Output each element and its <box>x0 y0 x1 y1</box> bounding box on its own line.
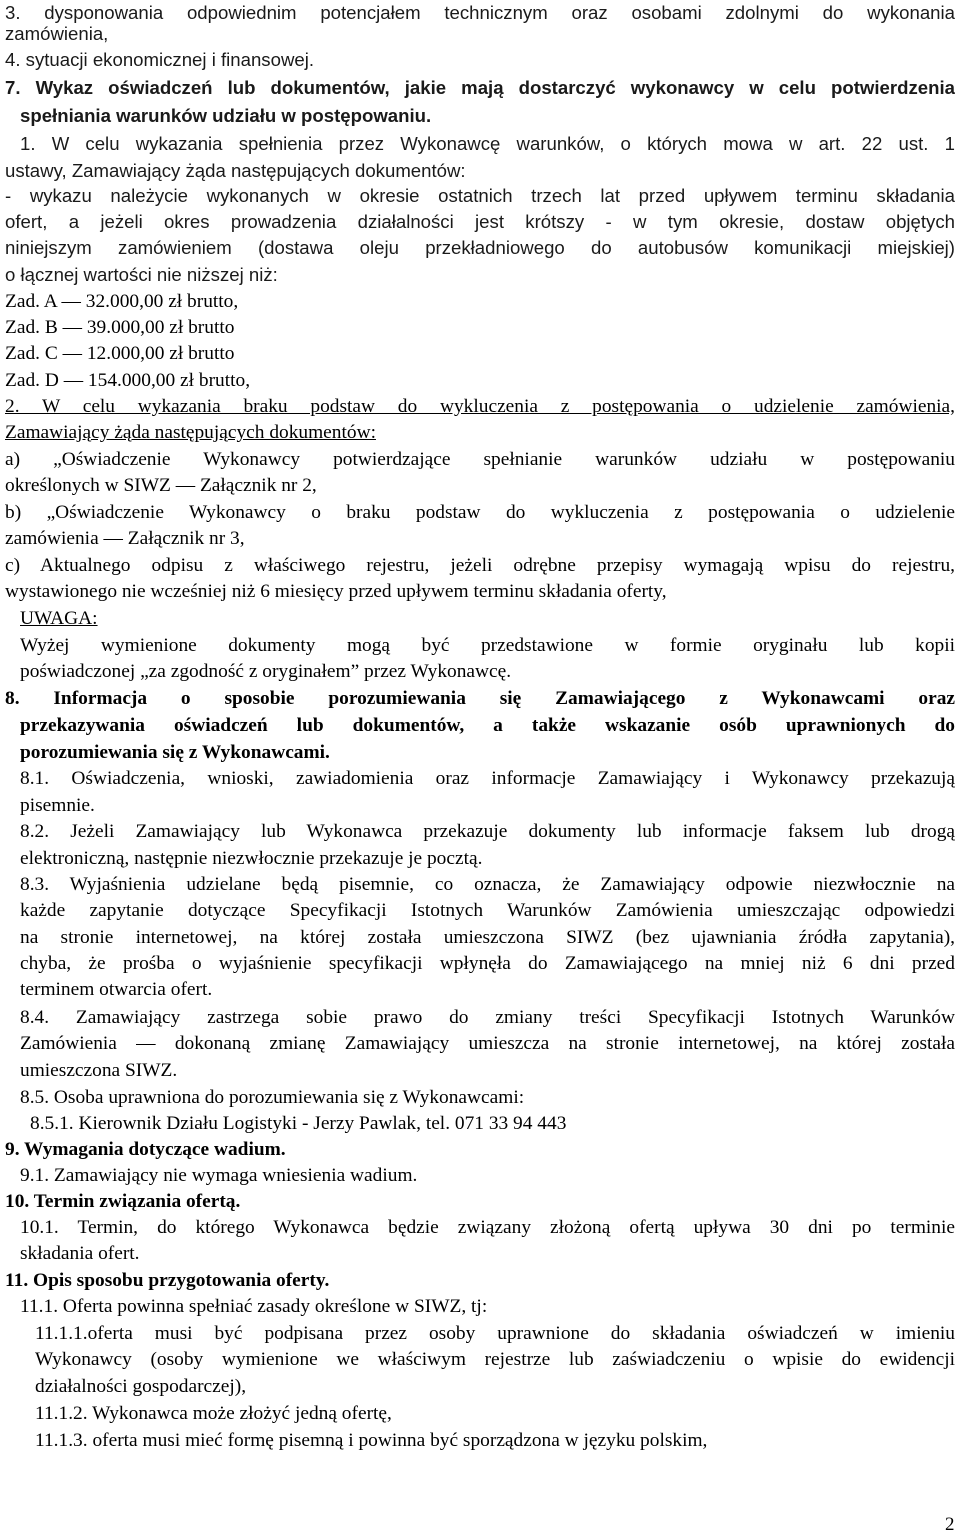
text-line: Wyżej wymienione dokumenty mogą być przedstawione w formie oryginału lub kopii <box>20 635 955 656</box>
text-line: a) „Oświadczenie Wykonawcy potwierdzające spełnianie warunków udziału w postępowaniu <box>5 449 955 470</box>
text-line: 3. dysponowania odpowiednim potencjałem technicznym oraz osobami zdolnymi do wykonania <box>5 2 955 23</box>
text-line: 8.5.1. Kierownik Działu Logistyki - Jerzy Pawlak, tel. 071 33 94 443 <box>30 1113 567 1134</box>
text-line: terminem otwarcia ofert. <box>20 979 213 1000</box>
text-line: porozumiewania się z Wykonawcami. <box>20 742 330 763</box>
text-line: 11.1. Oferta powinna spełniać zasady określone w SIWZ, tj: <box>20 1296 488 1317</box>
text-line: działalności gospodarczej), <box>35 1376 247 1397</box>
text-line: wystawionego nie wcześniej niż 6 miesięcy przed upływem terminu składania oferty, <box>5 581 667 602</box>
text-line: Zad. C — 12.000,00 zł brutto <box>5 343 235 364</box>
text-line: 9. Wymagania dotyczące wadium. <box>5 1139 286 1160</box>
page-number: 2 <box>945 1514 955 1535</box>
text-line: każde zapytanie dotyczące Specyfikacji Istotnych Warunków Zamówienia umieszczając odpowiedzi <box>20 900 955 921</box>
text-line: 8.2. Jeżeli Zamawiający lub Wykonawca przekazuje dokumenty lub informacje faksem lub drogą <box>20 821 955 842</box>
text-line: 8.5. Osoba uprawniona do porozumiewania się z Wykonawcami: <box>20 1087 525 1108</box>
text-line: 11. Opis sposobu przygotowania oferty. <box>5 1270 330 1291</box>
text-line: 11.1.1.oferta musi być podpisana przez osoby uprawnione do składania oświadczeń w imieniu <box>35 1323 955 1344</box>
text-line: 4. sytuacji ekonomicznej i finansowej. <box>5 49 315 70</box>
text-line: poświadczonej „za zgodność z oryginałem” przez Wykonawcę. <box>20 661 512 682</box>
text-line: Zamówienia — dokonaną zmianę Zamawiający umieszcza na stronie internetowej, na której została <box>20 1033 955 1054</box>
text-line: ustawy, Zamawiający żąda następujących dokumentów: <box>5 160 466 181</box>
text-line: 8. Informacja o sposobie porozumiewania się Zamawiającego z Wykonawcami oraz <box>5 688 955 709</box>
text-line: 11.1.3. oferta musi mieć formę pisemną i powinna być sporządzona w języku polskim, <box>35 1430 708 1451</box>
text-line: - wykazu należycie wykonanych w okresie ostatnich trzech lat przed upływem terminu składania <box>5 185 955 206</box>
text-line: ofert, a jeżeli okres prowadzenia działalności jest krótszy - w tym okresie, dostaw objętych <box>5 211 955 232</box>
text-line: 2. W celu wykazania braku podstaw do wykluczenia z postępowania o udzielenie zamówienia, <box>5 396 955 417</box>
text-line: o łącznej wartości nie niższej niż: <box>5 264 278 285</box>
text-line: Zad. A — 32.000,00 zł brutto, <box>5 291 239 312</box>
text-line: przekazywania oświadczeń lub dokumentów, a także wskazanie osób uprawnionych do <box>20 715 955 736</box>
text-line: UWAGA: <box>20 608 98 629</box>
text-line: umieszczona SIWZ. <box>20 1060 178 1081</box>
text-line: 11.1.2. Wykonawca może złożyć jedną ofertę, <box>35 1403 392 1424</box>
text-line: składania ofert. <box>20 1243 140 1264</box>
text-line: b) „Oświadczenie Wykonawcy o braku podstaw do wykluczenia z postępowania o udzielenie <box>5 502 955 523</box>
text-line: elektroniczną, następnie niezwłocznie przekazuje je pocztą. <box>20 848 483 869</box>
text-line: Zad. B — 39.000,00 zł brutto <box>5 317 235 338</box>
text-line: Zad. D — 154.000,00 zł brutto, <box>5 370 251 391</box>
text-line: 8.1. Oświadczenia, wnioski, zawiadomienia oraz informacje Zamawiający i Wykonawcy przekazują <box>20 768 955 789</box>
text-line: pisemnie. <box>20 795 95 816</box>
text-line: 10. Termin związania ofertą. <box>5 1191 241 1212</box>
text-line: zamówienia, <box>5 23 109 44</box>
text-line: chyba, że prośba o wyjaśnienie specyfikacji wpłynęła do Zamawiającego na mniej niż 6 dni przed <box>20 953 955 974</box>
text-line: 7. Wykaz oświadczeń lub dokumentów, jakie mają dostarczyć wykonawcy w celu potwierdzenia <box>5 77 955 98</box>
text-line: spełniania warunków udziału w postępowaniu. <box>20 105 432 126</box>
text-line: 8.4. Zamawiający zastrzega sobie prawo do zmiany treści Specyfikacji Istotnych Warunków <box>20 1007 955 1028</box>
text-line: określonych w SIWZ — Załącznik nr 2, <box>5 475 317 496</box>
text-line: na stronie internetowej, na której została umieszczona SIWZ (bez ujawniania źródła zapytania), <box>20 927 955 948</box>
text-line: c) Aktualnego odpisu z właściwego rejestru, jeżeli odrębne przepisy wymagają wpisu do rejestru, <box>5 555 955 576</box>
text-line: Wykonawcy (osoby wymienione we właściwym rejestrze lub zaświadczeniu o wpisie do ewidencji <box>35 1349 955 1370</box>
text-line: 9.1. Zamawiający nie wymaga wniesienia wadium. <box>20 1165 418 1186</box>
text-line: Zamawiający żąda następujących dokumentów: <box>5 422 376 443</box>
text-line: 10.1. Termin, do którego Wykonawca będzie związany złożoną ofertą upływa 30 dni po terminie <box>20 1217 955 1238</box>
text-line: niniejszym zamówieniem (dostawa oleju przekładniowego do autobusów komunikacji miejskiej) <box>5 237 955 258</box>
text-line: 8.3. Wyjaśnienia udzielane będą pisemnie, co oznacza, że Zamawiający odpowie niezwłocznie na <box>20 874 955 895</box>
text-line: zamówienia — Załącznik nr 3, <box>5 528 245 549</box>
text-line: 1. W celu wykazania spełnienia przez Wykonawcę warunków, o których mowa w art. 22 ust. 1 <box>20 133 955 154</box>
